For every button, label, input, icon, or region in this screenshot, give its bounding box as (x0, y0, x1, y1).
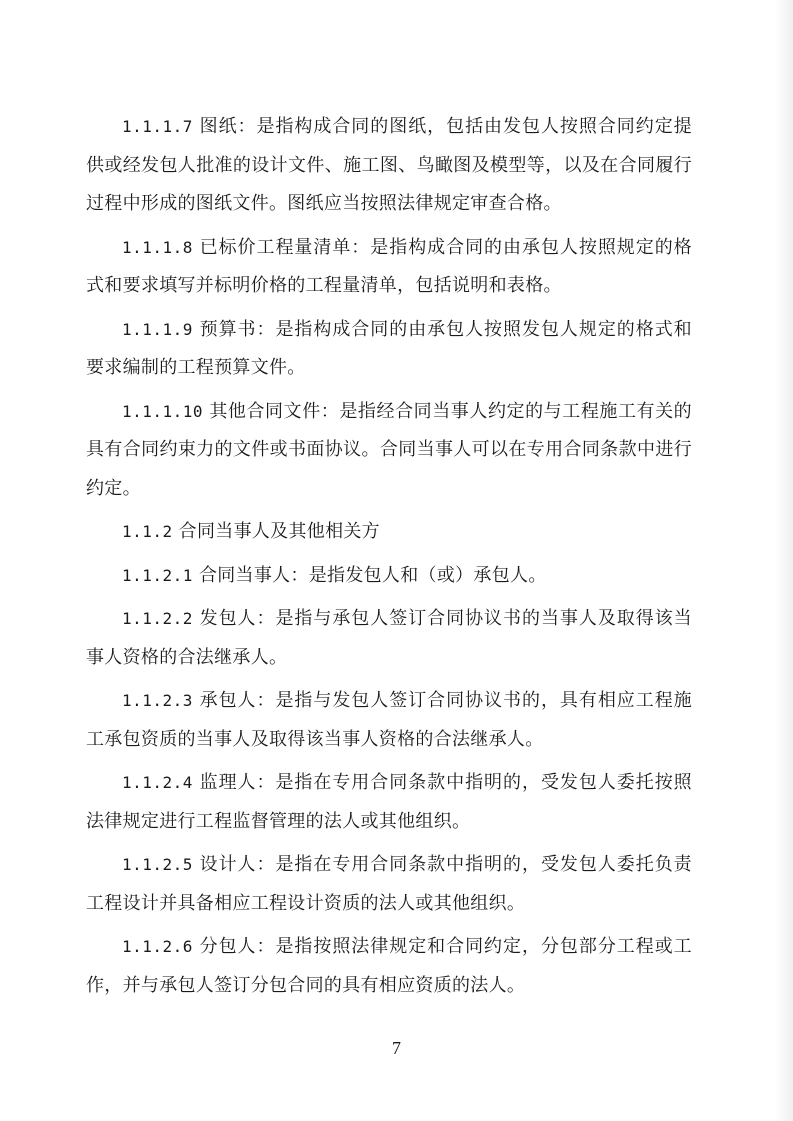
paragraph-1-1-1-7 (86, 108, 692, 224)
paragraph-1-1-2-5 (86, 846, 692, 923)
clause-text: 监理人：是指在专用合同条款中指明的，受发包人委托按照法律规定进行工程监督管理的法人或其他组织。 (86, 772, 692, 832)
clause-text: 已标价工程量清单：是指构成合同的由承包人按照规定的格式和要求填写并标明价格的工程量清单，包括说明和表格。 (86, 236, 692, 296)
clause-text: 图纸：是指构成合同的图纸，包括由发包人按照合同约定提供或经发包人批准的设计文件、施工图、鸟瞰图及模型等，以及在合同履行过程中形成的图纸文件。图纸应当按照法律规定审查合格。 (86, 116, 692, 214)
clause-number: 1.1.2.3 (122, 691, 193, 710)
clause-text: 发包人：是指与承包人签订合同协议书的当事人及取得该当事人资格的合法继承人。 (86, 608, 692, 668)
page-edge-shadow (775, 0, 793, 1121)
clause-number: 1.1.1.10 (122, 401, 204, 421)
clause-number: 1.1.2.5 (122, 855, 193, 874)
paragraph-1-1-2-4 (86, 764, 692, 841)
clause-number: 1.1.2.6 (122, 937, 193, 956)
clause-number: 1.1.2 (122, 522, 173, 541)
paragraph-1-1-1-9 (86, 311, 692, 388)
clause-number: 1.1.1.7 (122, 117, 193, 136)
clause-text: 其他合同文件：是指经合同当事人约定的与工程施工有关的具有合同约束力的文件或书面协议。合同当事人可以在专用合同条款中进行约定。 (86, 400, 692, 499)
paragraph-1-1-1-10 (86, 393, 692, 509)
document-body (86, 108, 692, 1010)
clause-text: 合同当事人及其他相关方 (178, 521, 380, 542)
clause-text: 分包人：是指按照法律规定和合同约定，分包部分工程或工作，并与承包人签订分包合同的具有相应资质的法人。 (86, 936, 692, 996)
paragraph-1-1-2-6 (86, 928, 692, 1005)
clause-number: 1.1.2.2 (122, 609, 193, 628)
clause-number: 1.1.2.1 (122, 565, 193, 585)
page-number: 7 (392, 1038, 401, 1058)
clause-text: 合同当事人：是指发包人和（或）承包人。 (198, 564, 547, 586)
clause-number: 1.1.1.8 (122, 237, 193, 257)
paragraph-1-1-2-1 (86, 557, 692, 596)
clause-text: 设计人：是指在专用合同条款中指明的，受发包人委托负责工程设计并具备相应工程设计资质的法人或其他组织。 (86, 854, 692, 914)
paragraph-1-1-2-2 (86, 600, 692, 677)
paragraph-1-1-1-8 (86, 229, 692, 306)
clause-text: 预算书：是指构成合同的由承包人按照发包人规定的格式和要求编制的工程预算文件。 (86, 318, 692, 378)
clause-text: 承包人：是指与发包人签订合同协议书的，具有相应工程施工承包资质的当事人及取得该当事人资格的合法继承人。 (86, 690, 692, 750)
paragraph-1-1-2-3 (86, 682, 692, 759)
section-heading-1-1-2 (86, 513, 692, 552)
clause-number: 1.1.2.4 (122, 773, 193, 792)
clause-number: 1.1.1.9 (122, 319, 193, 339)
